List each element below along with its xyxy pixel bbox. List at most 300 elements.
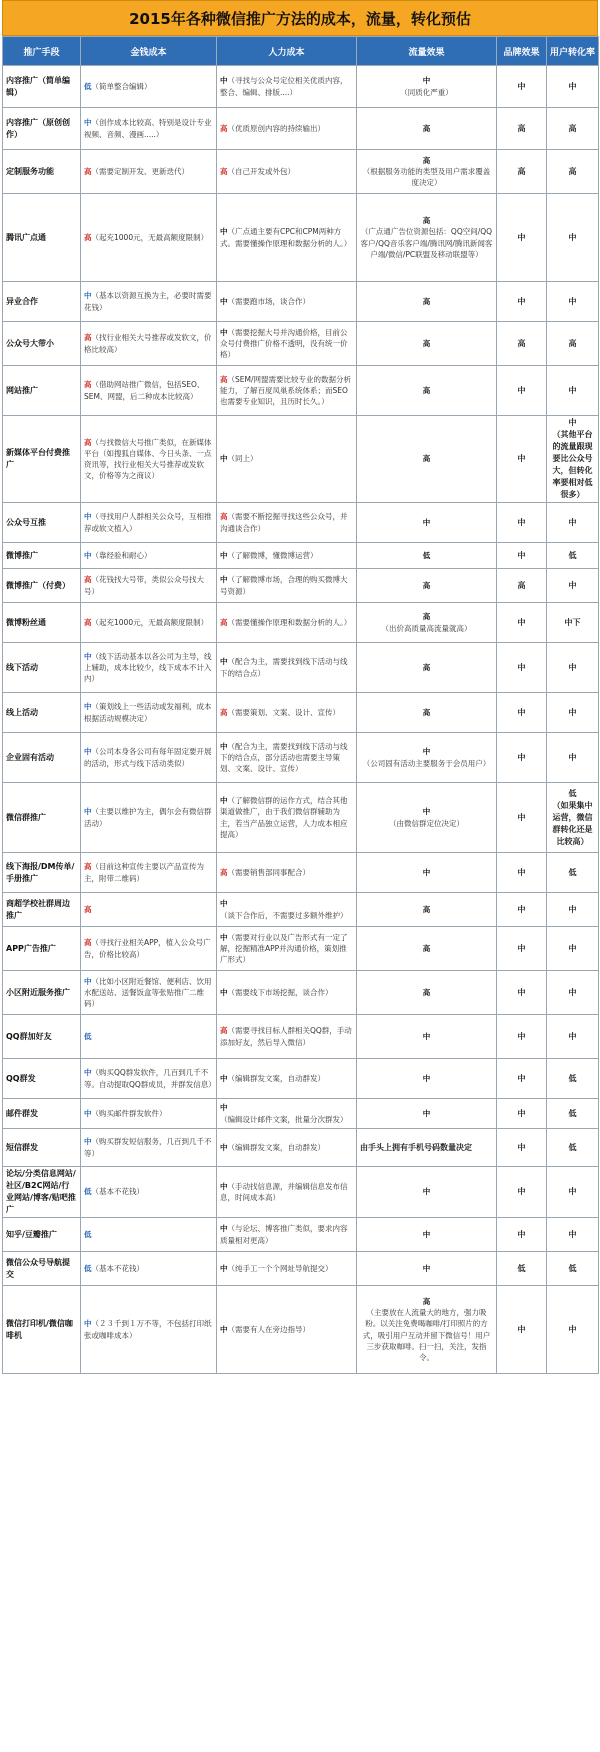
page <box>2 0 598 1374</box>
money-level: 高 <box>84 862 92 872</box>
method-label: 腾讯广点通 <box>6 232 46 242</box>
method-cell <box>3 66 81 108</box>
labor-level: 中 <box>220 932 228 942</box>
labor-level: 中 <box>220 575 228 585</box>
labor-level: 中 <box>220 454 228 464</box>
traffic-level: 中 <box>422 1229 431 1239</box>
table-row <box>3 1167 599 1218</box>
money-level: 低 <box>84 1229 92 1239</box>
brand-effect-cell <box>497 643 547 693</box>
method-cell <box>3 1099 81 1129</box>
method-label: 网站推广 <box>6 385 38 395</box>
method-label: 小区附近服务推广 <box>6 987 70 997</box>
money-note: （靠经验和耐心） <box>91 550 152 560</box>
brand-effect-cell <box>497 1099 547 1129</box>
labor-note: （需要策划、文案、设计、宣传） <box>227 707 340 717</box>
traffic-level: 高 <box>422 123 431 133</box>
labor-level: 中 <box>220 657 228 667</box>
table-row <box>3 1129 599 1167</box>
method-label: 邮件群发 <box>6 1108 38 1118</box>
traffic-level: 中 <box>422 1031 431 1041</box>
conversion-cell <box>547 1129 599 1167</box>
method-label: 定制服务功能 <box>6 166 54 176</box>
method-label: 公众号大带小 <box>6 338 54 348</box>
money-note: （公司本身各公司有每年固定要开展的活动，形式与线下活动类似） <box>84 747 212 768</box>
brand-level: 高 <box>517 123 526 133</box>
money-level: 中 <box>84 550 92 560</box>
table-row <box>3 783 599 853</box>
labor-note: （了解微博，懂微博运营） <box>227 550 318 560</box>
table-row <box>3 893 599 927</box>
traffic-effect-cell <box>357 66 497 108</box>
method-cell <box>3 733 81 783</box>
conversion-level: 中下 <box>564 617 581 627</box>
money-note: （策划线上一些活动或发福利，成本根据活动规模决定） <box>84 702 212 723</box>
brand-effect-cell <box>497 66 547 108</box>
labor-level: 高 <box>220 617 228 627</box>
traffic-effect-cell <box>357 971 497 1015</box>
conversion-level: 中 <box>568 1324 577 1334</box>
brand-effect-cell <box>497 1059 547 1099</box>
traffic-effect-cell <box>357 1286 497 1374</box>
brand-level: 高 <box>517 166 526 176</box>
conversion-cell <box>547 543 599 569</box>
labor-cost-cell <box>217 194 357 282</box>
labor-level: 高 <box>220 512 228 522</box>
traffic-level: 高 <box>422 662 431 672</box>
method-cell <box>3 503 81 543</box>
conversion-cell <box>547 643 599 693</box>
brand-level: 中 <box>517 1324 526 1334</box>
brand-level: 中 <box>517 617 526 627</box>
traffic-note: （广点通广告位资源包括：QQ空间/QQ客户/QQ音乐客户端/腾讯网/腾讯新闻客户端/微信/PC联盟及移动联盟等） <box>360 227 493 259</box>
money-note: （创作成本比较高、特别是设计专业视频、音频、漫画.....） <box>84 118 212 139</box>
traffic-note: （主要放在人流量大的地方，强力吸粉。以关注免费喝咖啡/打印照片的方式，吸引用户互动并留下微信号！用户三步获取咖啡。扫一扫，关注，发指令。 <box>362 1308 491 1362</box>
conversion-level: 高 <box>568 123 577 133</box>
table-row <box>3 282 599 322</box>
money-cost-cell <box>81 1015 217 1059</box>
traffic-effect-cell <box>357 194 497 282</box>
labor-cost-cell <box>217 603 357 643</box>
labor-cost-cell <box>217 322 357 366</box>
money-cost-cell <box>81 1059 217 1099</box>
money-level: 高 <box>84 938 92 948</box>
traffic-level: 高 <box>422 707 431 717</box>
conversion-level: 低 <box>568 1108 577 1118</box>
labor-note: （纯手工一个个网址导航提交） <box>227 1263 333 1273</box>
money-cost-cell <box>81 643 217 693</box>
brand-effect-cell <box>497 603 547 643</box>
brand-level: 中 <box>517 943 526 953</box>
labor-note: （需要销售部同事配合） <box>227 867 310 877</box>
brand-level: 中 <box>517 904 526 914</box>
money-level: 低 <box>84 1263 92 1273</box>
labor-note: （需要线下市场挖掘，谈合作） <box>227 987 333 997</box>
conversion-level: 高 <box>568 166 577 176</box>
conversion-cell <box>547 1167 599 1218</box>
money-note: （与找微信大号推广类似，在新媒体平台（如搜狐自媒体、今日头条、一点资讯等，找行业相关大号推荐或发软文，价格等为之商议） <box>84 437 212 481</box>
method-label: 线上活动 <box>6 707 38 717</box>
labor-note: （需要跑市场，谈合作） <box>227 296 310 306</box>
money-note: （起充1000元，无最高额度限制） <box>91 617 209 627</box>
table-row <box>3 971 599 1015</box>
conversion-cell <box>547 416 599 503</box>
money-note: （简单整合编辑） <box>91 81 152 91</box>
conversion-cell <box>547 1059 599 1099</box>
labor-cost-cell <box>217 893 357 927</box>
money-note: （线下活动基本以各公司为主导，线上辅助，成本比较少，线下成本不计入内） <box>84 651 212 684</box>
labor-cost-cell <box>217 1129 357 1167</box>
table-row <box>3 643 599 693</box>
money-cost-cell <box>81 416 217 503</box>
money-level: 高 <box>84 437 92 447</box>
method-label: 公众号互推 <box>6 517 46 527</box>
money-level: 高 <box>84 575 92 585</box>
labor-cost-cell <box>217 503 357 543</box>
conversion-level: 低 <box>568 1142 577 1152</box>
method-label: 论坛/分类信息网站/社区/B2C网站/行业网站/博客/贴吧推广 <box>6 1169 76 1214</box>
money-note: （寻找行业相关APP，植入公众号广告，价格比较高） <box>84 938 211 959</box>
money-cost-cell <box>81 1286 217 1374</box>
labor-note: （SEM/网盟需要比较专业的数据分析能力，了解百度凤巢系统体系；而SEO也需要专业知识，且历时长久。） <box>220 374 351 407</box>
method-label: APP广告推广 <box>6 943 56 953</box>
method-cell <box>3 1015 81 1059</box>
traffic-effect-cell <box>357 1252 497 1286</box>
labor-cost-cell <box>217 927 357 971</box>
conversion-level: 中 <box>568 707 577 717</box>
brand-level: 中 <box>517 1229 526 1239</box>
money-level: 中 <box>84 291 92 301</box>
brand-effect-cell <box>497 1167 547 1218</box>
conversion-level: 中 <box>568 662 577 672</box>
money-cost-cell <box>81 543 217 569</box>
method-cell <box>3 150 81 194</box>
labor-note: （同上） <box>227 454 258 464</box>
traffic-level: 中 <box>422 1187 431 1197</box>
table-row <box>3 194 599 282</box>
traffic-level: 高 <box>422 338 431 348</box>
traffic-effect-cell <box>357 1218 497 1252</box>
money-cost-cell <box>81 503 217 543</box>
traffic-level: 高 <box>422 987 431 997</box>
labor-note: （需要寻找目标人群相关QQ群，手动添加好友，然后导入微信） <box>220 1026 352 1047</box>
labor-note: （编辑群发文案，自动群发） <box>227 1073 325 1083</box>
labor-level: 高 <box>220 374 228 384</box>
money-cost-cell <box>81 1099 217 1129</box>
method-cell <box>3 643 81 693</box>
table-row <box>3 693 599 733</box>
money-level: 中 <box>84 976 92 986</box>
method-cell <box>3 543 81 569</box>
brand-effect-cell <box>497 150 547 194</box>
promotion-table <box>2 36 599 1374</box>
labor-level: 高 <box>220 707 228 717</box>
money-note: （目前这种宣传主要以产品宣传为主，附带二维码） <box>84 862 204 883</box>
labor-note: （谈下合作后，不需要过多额外维护） <box>220 910 348 920</box>
money-level: 中 <box>84 702 92 712</box>
method-cell <box>3 1167 81 1218</box>
money-level: 低 <box>84 81 92 91</box>
labor-level: 中 <box>220 76 228 86</box>
traffic-effect-cell <box>357 893 497 927</box>
table-row <box>3 1286 599 1374</box>
conversion-level: 中 <box>568 1229 577 1239</box>
table-row <box>3 1059 599 1099</box>
money-cost-cell <box>81 853 217 893</box>
money-level: 低 <box>84 1031 92 1041</box>
traffic-level: 高 <box>422 943 431 953</box>
conversion-cell <box>547 893 599 927</box>
money-cost-cell <box>81 66 217 108</box>
traffic-level: 高 <box>422 454 431 464</box>
labor-note: （自己开发或外包） <box>227 166 295 176</box>
conversion-cell <box>547 108 599 150</box>
labor-level: 中 <box>220 327 228 337</box>
conversion-level: 中 <box>568 1187 577 1196</box>
labor-cost-cell <box>217 693 357 733</box>
traffic-level: 中 <box>422 1073 431 1083</box>
table-row <box>3 1218 599 1252</box>
traffic-effect-cell <box>357 643 497 693</box>
table-row <box>3 569 599 603</box>
money-cost-cell <box>81 108 217 150</box>
conversion-cell <box>547 569 599 603</box>
conversion-cell <box>547 194 599 282</box>
method-label: 短信群发 <box>6 1142 38 1152</box>
method-cell <box>3 893 81 927</box>
traffic-level: 中 <box>422 867 431 877</box>
brand-effect-cell <box>497 853 547 893</box>
labor-cost-cell <box>217 1252 357 1286</box>
brand-level: 中 <box>517 385 526 395</box>
method-cell <box>3 927 81 971</box>
money-cost-cell <box>81 927 217 971</box>
labor-note: （需要挖掘大号并沟通价格，目前公众号付费推广价格不透明，没有统一价格） <box>220 327 348 360</box>
money-level: 高 <box>84 166 92 176</box>
labor-cost-cell <box>217 416 357 503</box>
money-cost-cell <box>81 366 217 416</box>
money-cost-cell <box>81 322 217 366</box>
labor-note: （需要有人在旁边指导） <box>227 1324 310 1334</box>
brand-effect-cell <box>497 971 547 1015</box>
brand-level: 中 <box>517 550 526 560</box>
money-cost-cell <box>81 783 217 853</box>
method-label: 微博粉丝通 <box>6 617 46 627</box>
brand-effect-cell <box>497 322 547 366</box>
money-cost-cell <box>81 282 217 322</box>
labor-level: 中 <box>220 1142 228 1152</box>
brand-level: 中 <box>517 517 526 527</box>
method-label: 微博推广 <box>6 550 38 560</box>
conversion-cell <box>547 853 599 893</box>
traffic-note: （由微信群定位决定） <box>389 818 464 828</box>
money-level: 高 <box>84 380 92 390</box>
money-cost-cell <box>81 1129 217 1167</box>
table-row <box>3 603 599 643</box>
brand-level: 中 <box>517 232 526 242</box>
labor-note: （了解微信群的运作方式，结合其他渠道做推广，由于我们微信群辅助为主，若当产品独立运营，人力成本相应提高） <box>220 796 348 839</box>
conversion-level: 中 <box>568 752 577 762</box>
brand-level: 中 <box>517 812 526 822</box>
brand-effect-cell <box>497 543 547 569</box>
money-level: 高 <box>84 904 92 914</box>
traffic-level: 高 <box>422 580 431 590</box>
money-level: 中 <box>84 1108 92 1118</box>
table-row <box>3 366 599 416</box>
brand-effect-cell <box>497 693 547 733</box>
money-note: （需要定制开发、更新迭代） <box>91 166 189 176</box>
brand-level: 中 <box>517 987 526 997</box>
brand-level: 低 <box>517 1263 526 1273</box>
labor-level: 中 <box>220 1073 228 1083</box>
conversion-cell <box>547 1218 599 1252</box>
labor-level: 中 <box>220 227 228 237</box>
labor-note: （与论坛、博客推广类似，要求内容质量相对更高） <box>220 1224 348 1245</box>
labor-cost-cell <box>217 150 357 194</box>
brand-level: 中 <box>517 662 526 672</box>
traffic-effect-cell <box>357 853 497 893</box>
brand-effect-cell <box>497 366 547 416</box>
traffic-level: 高 <box>422 296 431 306</box>
traffic-effect-cell <box>357 503 497 543</box>
labor-cost-cell <box>217 366 357 416</box>
conversion-level: 中 <box>568 232 577 242</box>
labor-level: 中 <box>220 1263 228 1273</box>
brand-level: 中 <box>517 707 526 717</box>
traffic-effect-cell <box>357 927 497 971</box>
labor-level: 中 <box>220 1103 228 1113</box>
traffic-effect-cell <box>357 366 497 416</box>
traffic-level: 中 <box>422 1263 431 1273</box>
brand-effect-cell <box>497 416 547 503</box>
conversion-cell <box>547 282 599 322</box>
conversion-level: 中 <box>568 296 577 306</box>
labor-cost-cell <box>217 643 357 693</box>
money-cost-cell <box>81 194 217 282</box>
table-row <box>3 503 599 543</box>
brand-effect-cell <box>497 1015 547 1059</box>
brand-effect-cell <box>497 783 547 853</box>
labor-cost-cell <box>217 569 357 603</box>
conversion-cell <box>547 783 599 853</box>
method-cell <box>3 971 81 1015</box>
labor-cost-cell <box>217 543 357 569</box>
money-note: （寻找用户人群相关公众号，互相推荐或软文植入） <box>84 512 212 533</box>
brand-effect-cell <box>497 503 547 543</box>
traffic-effect-cell <box>357 603 497 643</box>
labor-level: 中 <box>220 899 228 909</box>
table-row <box>3 927 599 971</box>
money-cost-cell <box>81 893 217 927</box>
brand-level: 中 <box>517 454 526 463</box>
labor-note: （广点通主要有CPC和CPM两种方式。需要懂操作原理和数据分析的人。） <box>220 227 352 248</box>
labor-note: （需要不断挖掘寻找这些公众号，并沟通谈合作） <box>220 512 348 533</box>
method-label: 线下海报/DM传单/手册推广 <box>6 861 75 883</box>
traffic-effect-cell <box>357 1015 497 1059</box>
money-note: （主要以维护为主，偶尔会有微信群活动） <box>84 807 212 828</box>
header-traffic-effect: 流量效果 <box>357 37 497 66</box>
conversion-cell <box>547 150 599 194</box>
money-note: （购买群发短信服务，几百到几千不等） <box>84 1137 212 1158</box>
traffic-note: （出价高质量高流量就高） <box>381 623 472 633</box>
traffic-effect-cell <box>357 108 497 150</box>
conversion-cell <box>547 322 599 366</box>
conversion-level: 低 （如果集中运营，微信群转化还是比较高） <box>552 788 593 846</box>
traffic-level: 中 <box>422 517 431 527</box>
money-level: 中 <box>84 512 92 522</box>
table-row <box>3 416 599 503</box>
method-label: QQ群加好友 <box>6 1031 52 1041</box>
money-cost-cell <box>81 971 217 1015</box>
method-label: 线下活动 <box>6 662 38 672</box>
conversion-cell <box>547 1252 599 1286</box>
money-note: （借助网站推广微信，包括SEO、SEM、网盟，后二种成本比较高） <box>84 380 205 401</box>
labor-level: 中 <box>220 296 228 306</box>
traffic-level: 中 <box>422 747 431 757</box>
conversion-level: 中 <box>568 580 577 590</box>
traffic-level: 高 <box>422 216 431 225</box>
labor-level: 中 <box>220 1324 228 1334</box>
money-note: （起充1000元，无最高额度限制） <box>91 232 209 242</box>
money-note: （花钱找大号带，类似公众号找大号） <box>84 575 204 596</box>
money-level: 高 <box>84 333 92 343</box>
labor-level: 中 <box>220 741 228 751</box>
brand-level: 中 <box>517 296 526 306</box>
traffic-level: 中 <box>422 1108 431 1118</box>
money-cost-cell <box>81 1252 217 1286</box>
labor-level: 高 <box>220 123 228 133</box>
traffic-note: （同质化严重） <box>400 87 453 97</box>
conversion-cell <box>547 66 599 108</box>
header-method: 推广手段 <box>3 37 81 66</box>
method-cell <box>3 1218 81 1252</box>
labor-note: （配合为主，需要找到线下活动与线下的结合点，部分活动也需要主导策划、文案、设计、宣传） <box>220 741 348 774</box>
traffic-level: 高 <box>422 1296 431 1306</box>
header-brand-effect: 品牌效果 <box>497 37 547 66</box>
conversion-level: 中 <box>568 904 577 914</box>
brand-effect-cell <box>497 194 547 282</box>
table-row <box>3 853 599 893</box>
labor-level: 中 <box>220 550 228 560</box>
money-level: 中 <box>84 807 92 817</box>
labor-note: （配合为主，需要找到线下活动与线下的结合点） <box>220 657 348 678</box>
traffic-level: 高 <box>422 904 431 914</box>
labor-level: 中 <box>220 987 228 997</box>
header-labor-cost: 人力成本 <box>217 37 357 66</box>
conversion-level: 中 <box>568 517 577 527</box>
labor-note: （寻找与公众号定位相关优质内容，整合、编辑、排版....） <box>220 76 348 97</box>
labor-cost-cell <box>217 108 357 150</box>
conversion-level: 低 <box>568 867 577 877</box>
table-header <box>3 37 599 66</box>
conversion-level: 低 <box>568 550 577 560</box>
method-cell <box>3 366 81 416</box>
method-cell <box>3 282 81 322</box>
conversion-cell <box>547 927 599 971</box>
brand-effect-cell <box>497 282 547 322</box>
method-label: 微信群推广 <box>6 812 46 822</box>
conversion-cell <box>547 603 599 643</box>
table-row <box>3 66 599 108</box>
method-cell <box>3 1129 81 1167</box>
labor-note: （手动找信息源，并编辑信息发布信息，时间成本高） <box>220 1181 348 1202</box>
traffic-level: 高 <box>422 155 431 165</box>
money-note: （购买QQ群发软件，几百到几千不等。自动提取QQ群成员，并群发信息） <box>84 1068 216 1089</box>
conversion-level: 低 <box>568 1073 577 1083</box>
traffic-level: 中 <box>422 807 431 817</box>
conversion-cell <box>547 1099 599 1129</box>
traffic-effect-cell <box>357 1167 497 1218</box>
